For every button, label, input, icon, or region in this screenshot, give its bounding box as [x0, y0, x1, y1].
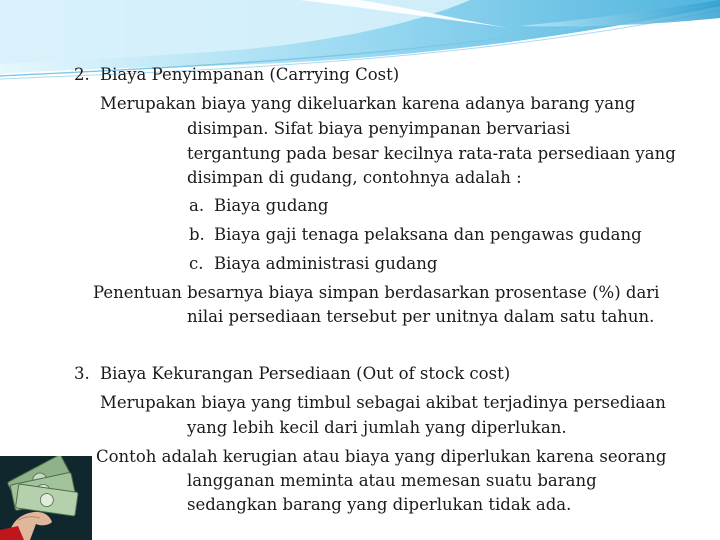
section-2-number: 2.: [74, 65, 90, 84]
section-3-example-line: langganan meminta atau memesan suatu barang: [187, 471, 597, 490]
list-item-b: [189, 224, 642, 246]
list-item-text: Biaya administrasi gudang: [214, 254, 438, 273]
section-3-example-line: Contoh adalah kerugian atau biaya yang diperlukan karena seorang: [96, 447, 667, 466]
section-2-para-line: disimpan. Sifat biaya penyimpanan bervariasi: [187, 119, 571, 138]
list-item-letter: b.: [189, 225, 205, 244]
list-item-c: [189, 253, 437, 275]
section-3-heading: [74, 363, 510, 385]
section-2-heading: [74, 64, 399, 86]
section-2-note-line: nilai persediaan tersebut per unitnya dalam satu tahun.: [187, 307, 655, 326]
section-3-number: 3.: [74, 364, 90, 383]
section-2-note-line: Penentuan besarnya biaya simpan berdasarkan prosentase (%) dari: [93, 283, 660, 302]
money-hand-photo: [0, 456, 92, 540]
section-2-para-line: tergantung pada besar kecilnya rata-rata persediaan yang: [187, 144, 676, 163]
section-2-para-line: Merupakan biaya yang dikeluarkan karena adanya barang yang: [100, 94, 636, 113]
money-icon: [0, 456, 92, 540]
section-2-title: Biaya Penyimpanan (Carrying Cost): [100, 65, 400, 84]
list-item-letter: c.: [189, 254, 204, 273]
list-item-text: Biaya gudang: [214, 196, 329, 215]
list-item-letter: a.: [189, 196, 205, 215]
section-3-example-line: sedangkan barang yang diperlukan tidak ada.: [187, 495, 572, 514]
section-3-title: Biaya Kekurangan Persediaan (Out of stock cost): [100, 364, 511, 383]
list-item-text: Biaya gaji tenaga pelaksana dan pengawas gudang: [214, 225, 642, 244]
section-2-para-line: disimpan di gudang, contohnya adalah :: [187, 168, 522, 187]
list-item-a: [189, 195, 328, 217]
section-3-para-line: Merupakan biaya yang timbul sebagai akibat terjadinya persediaan: [100, 393, 666, 412]
section-3-para-line: yang lebih kecil dari jumlah yang diperlukan.: [187, 418, 567, 437]
